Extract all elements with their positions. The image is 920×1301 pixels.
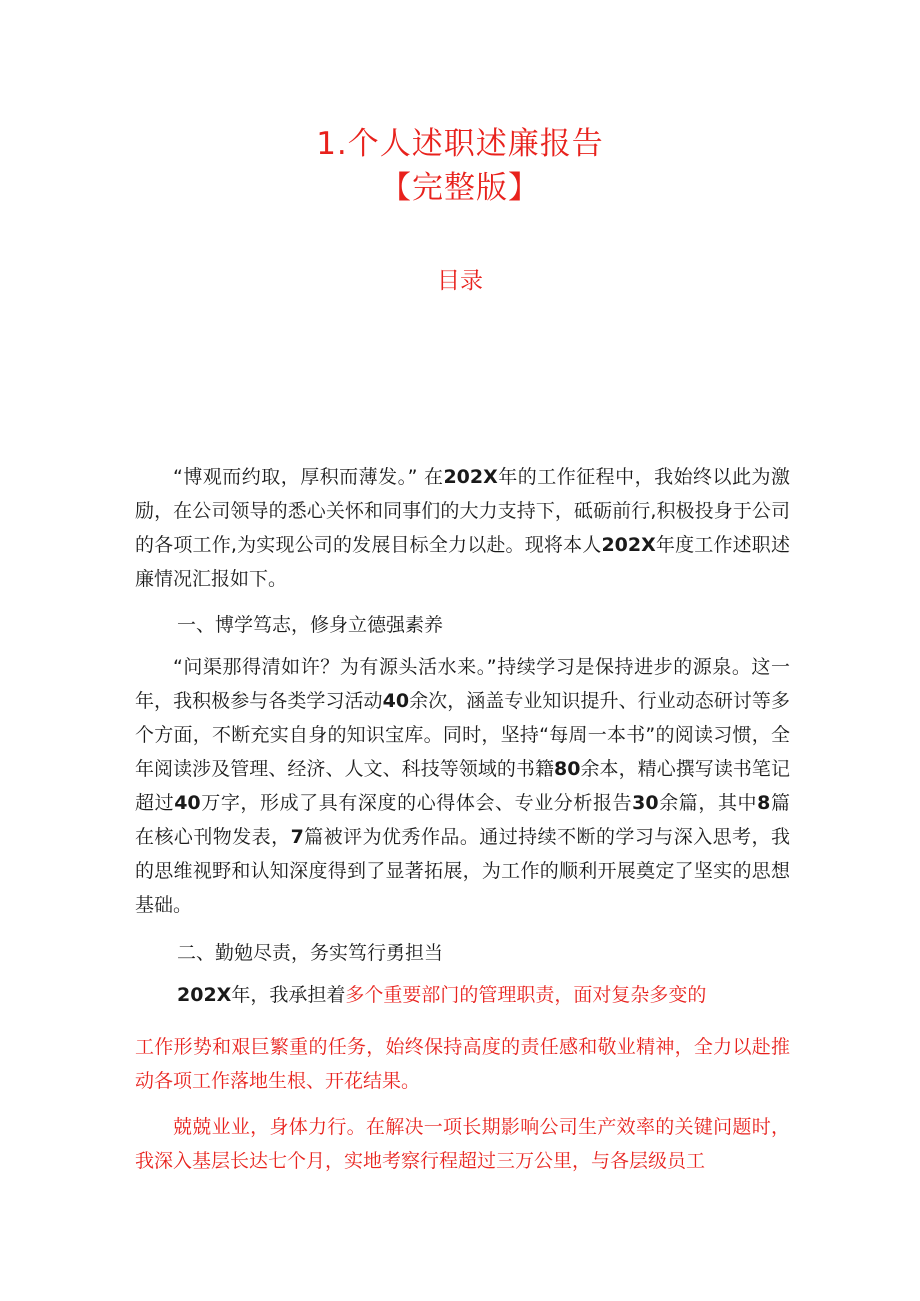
intro-paragraph (135, 460, 790, 596)
study-number-6: 7 (290, 826, 304, 848)
study-number-1: 40 (382, 690, 410, 712)
section-2-first-line (135, 978, 790, 1012)
section-2-heading-block (135, 936, 790, 970)
study-text-6: 篇在核心刊物发表， (135, 792, 790, 848)
study-number-4: 30 (632, 792, 659, 814)
study-text-2: 余次，涵盖专业知识提升、行业动态研讨等多个方面，不断充实自身的知识宝库。同时，坚持“每周一本书”的阅读习惯，全年阅读涉及管理、经济、人文、科技等领域的书籍 (135, 690, 790, 780)
intro-text-1: “博观而约取，厚积而薄发。” 在 (173, 466, 444, 488)
duty-text-black: 年，我承担着 (231, 984, 346, 1006)
section-1-paragraph (135, 650, 790, 922)
section-2-paragraph-3 (135, 1110, 790, 1178)
duty-continuation: 工作形势和艰巨繁重的任务，始终保持高度的责任感和敬业精神，全力以赴推动各项工作落地生根、开花结果。 (135, 1036, 790, 1092)
document-title: 1.个人述职述廉报告 (316, 126, 604, 162)
intro-text-2: 年的工作征程中，我始终以此为激励，在公司领导的悉心关怀和同事们的大力支持下，砥砺前行,积极投身于公司的各项工作,为实现公司的发展目标全力以赴。现将本人 (135, 466, 790, 556)
section-2-heading: 二、勤勉尽责，务实笃行勇担当 (177, 942, 444, 964)
diligent-paragraph: 兢兢业业，身体力行。在解决一项长期影响公司生产效率的关键问题时，我深入基层长达七个月，实地考察行程超过三万公里，与各层级员工 (135, 1116, 790, 1172)
section-1-heading-block (135, 608, 790, 642)
intro-year-1: 202X (443, 466, 498, 488)
study-text-1: “问渠那得清如许？为有源头活水来。”持续学习是保持进步的源泉。这一年，我积极参与各类学习活动 (135, 656, 790, 712)
document-subtitle: 【完整版】 (380, 170, 540, 206)
duty-text-red: 多个重要部门的管理职责，面对复杂多变的 (345, 984, 707, 1006)
section-1-heading: 一、博学笃志，修身立德强素养 (177, 614, 444, 636)
toc-heading: 目录 (437, 268, 483, 294)
study-number-5: 8 (757, 792, 771, 814)
study-text-4: 万字，形成了具有深度的心得体会、专业分析报告 (200, 792, 633, 814)
duty-year: 202X (177, 984, 232, 1006)
study-text-3: 余本，精心撰写读书笔记超过 (135, 758, 790, 814)
intro-year-2: 202X (601, 534, 656, 556)
study-number-3: 40 (174, 792, 201, 814)
study-text-5: 余篇，其中 (658, 792, 758, 814)
section-2-paragraph-2 (135, 1030, 790, 1098)
study-number-2: 80 (554, 758, 581, 780)
intro-text-3: 年度工作述职述廉情况汇报如下。 (135, 534, 790, 590)
study-text-7: 篇被评为优秀作品。通过持续不断的学习与深入思考，我的思维视野和认知深度得到了显著拓展，为工作的顺利开展奠定了坚实的思想基础。 (135, 826, 790, 916)
